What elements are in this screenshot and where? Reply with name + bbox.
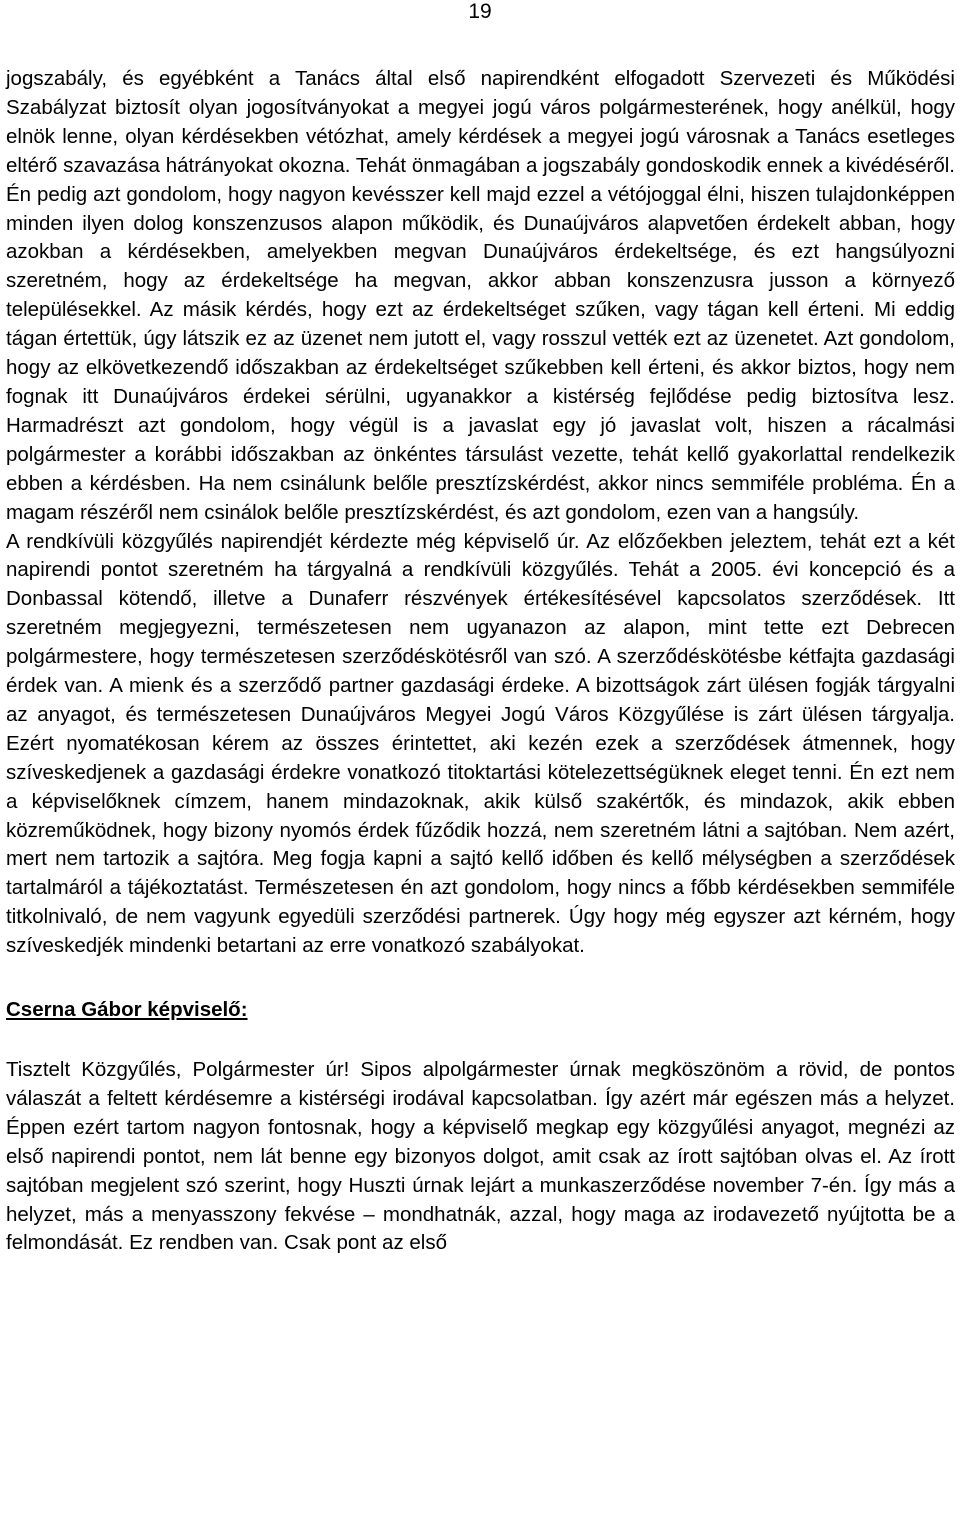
speaker-heading: Cserna Gábor képviselő: bbox=[6, 998, 248, 1022]
paragraph: A rendkívüli közgyűlés napirendjét kérdezte még képviselő úr. Az előzőekben jeleztem, tehát ezt a két napirendi pontot szeretném ha tárgyalná a rendkívüli közgyűlés. Tehát a 2005. évi koncepció és a Donbassal kötendő, illetve a Dunaferr részvények értékesítésével kapcsolatos szerződések. Itt szeretném megjegyezni, természetesen nem ugyanazon az alapon, mint tette ezt Debrecen polgármestere, hogy természetesen szerződéskötésről van szó. A szerződéskötésbe kétfajta gazdasági érdek van. A mienk és a szerződő partner gazdasági érdeke. A bizottságok zárt ülésen fogják tárgyalni az anyagot, és természetesen Dunaújváros Megyei Jogú Város Közgyűlése is zárt ülésen tárgyalja. Ezért nyomatékosan kérem az összes érintettet, aki kezén ezek a szerződések átmennek, hogy szíveskedjenek a gazdasági érdekre vonatkozó titoktartási kötelezettségüknek eleget tenni. Én ezt nem a képviselőknek címzem, hanem mindazoknak, akik külső szakértők, és mindazok, akik ebben közreműködnek, hogy bizony nyomós érdek fűződik hozzá, nem szeretném látni a sajtóban. Nem azért, mert nem tartozik a sajtóra. Meg fogja kapni a sajtó kellő időben és kellő mélységben a szerződések tartalmáról a tájékoztatást. Természetesen én azt gondolom, hogy nincs a főbb kérdésekben semmiféle titkolnivaló, de nem vagyunk egyedüli szerződési partnerek. Úgy hogy még egyszer azt kérném, hogy szíveskedjék mindenki betartani az erre vonatkozó szabályokat. bbox=[6, 529, 955, 958]
paragraph: jogszabály, és egyébként a Tanács által első napirendként elfogadott Szervezeti és Működési Szabályzat biztosít olyan jogosítványokat a megyei jogú város polgármesterének, hogy anélkül, hogy elnök lenne, olyan kérdésekben vétózhat, amely kérdések a megyei jogú városnak a Tanács esetleges eltérő szavazása hátrányokat okozna. Tehát önmagában a jogszabály gondoskodik ennek a kivédéséről. Én pedig azt gondolom, hogy nagyon kevésszer kell majd ezzel a vétójoggal élni, hiszen tulajdonképpen minden ilyen dolog konszenzusos alapon működik, és Dunaújváros alapvetően érdekelt abban, hogy azokban a kérdésekben, amelyekben megvan Dunaújváros érdekeltsége, és ezt hangsúlyozni szeretném, hogy az érdekeltsége ha megvan, akkor abban konszenzusra jusson a környező településekkel. Az másik kérdés, hogy ezt az érdekeltséget szűken, vagy tágan kell érteni. Mi eddig tágan értettük, úgy látszik ez az üzenet nem jutott el, vagy rosszul vették ezt az üzenetet. Azt gondolom, hogy az elkövetkezendő időszakban az érdekeltséget szűkebben kell érteni, és akkor biztos, hogy nem fognak itt Dunaújváros érdekei sérülni, ugyanakkor a kistérség fejlődése pedig biztosítva lesz. Harmadrészt azt gondolom, hogy végül is a javaslat egy jó javaslat volt, hiszen a rácalmási polgármester a korábbi időszakban az önkéntes társulást vezette, tehát kellő gyakorlattal rendelkezik ebben a kérdésben. Ha nem csinálunk belőle presztízskérdést, akkor nincs semmiféle probléma. Én a magam részéről nem csinálok belőle presztízskérdést, és azt gondolom, ezen van a hangsúly. bbox=[6, 67, 955, 524]
page-number: 19 bbox=[468, 0, 492, 23]
paragraph: Tisztelt Közgyűlés, Polgármester úr! Sipos alpolgármester úrnak megköszönöm a rövid, de pontos válaszát a feltett kérdésemre a kistérségi irodával kapcsolatban. Így azért már egészen más a helyzet. Éppen ezért tartom nagyon fontosnak, hogy a képviselő megkap egy közgyűlési anyagot, megnézi az első napirendi pontot, nem lát benne egy bizonyos dolgot, amit csak az írott sajtóban olvas el. Az írott sajtóban megjelent szó szerint, hogy Huszti úrnak lejárt a munkaszerződése november 7-én. Így más a helyzet, más a menyasszony fekvése – mondhatnák, azzal, hogy maga az irodavezető nyújtotta be a felmondását. Ez rendben van. Csak pont az első bbox=[6, 1058, 955, 1255]
document-body bbox=[6, 65, 955, 1258]
